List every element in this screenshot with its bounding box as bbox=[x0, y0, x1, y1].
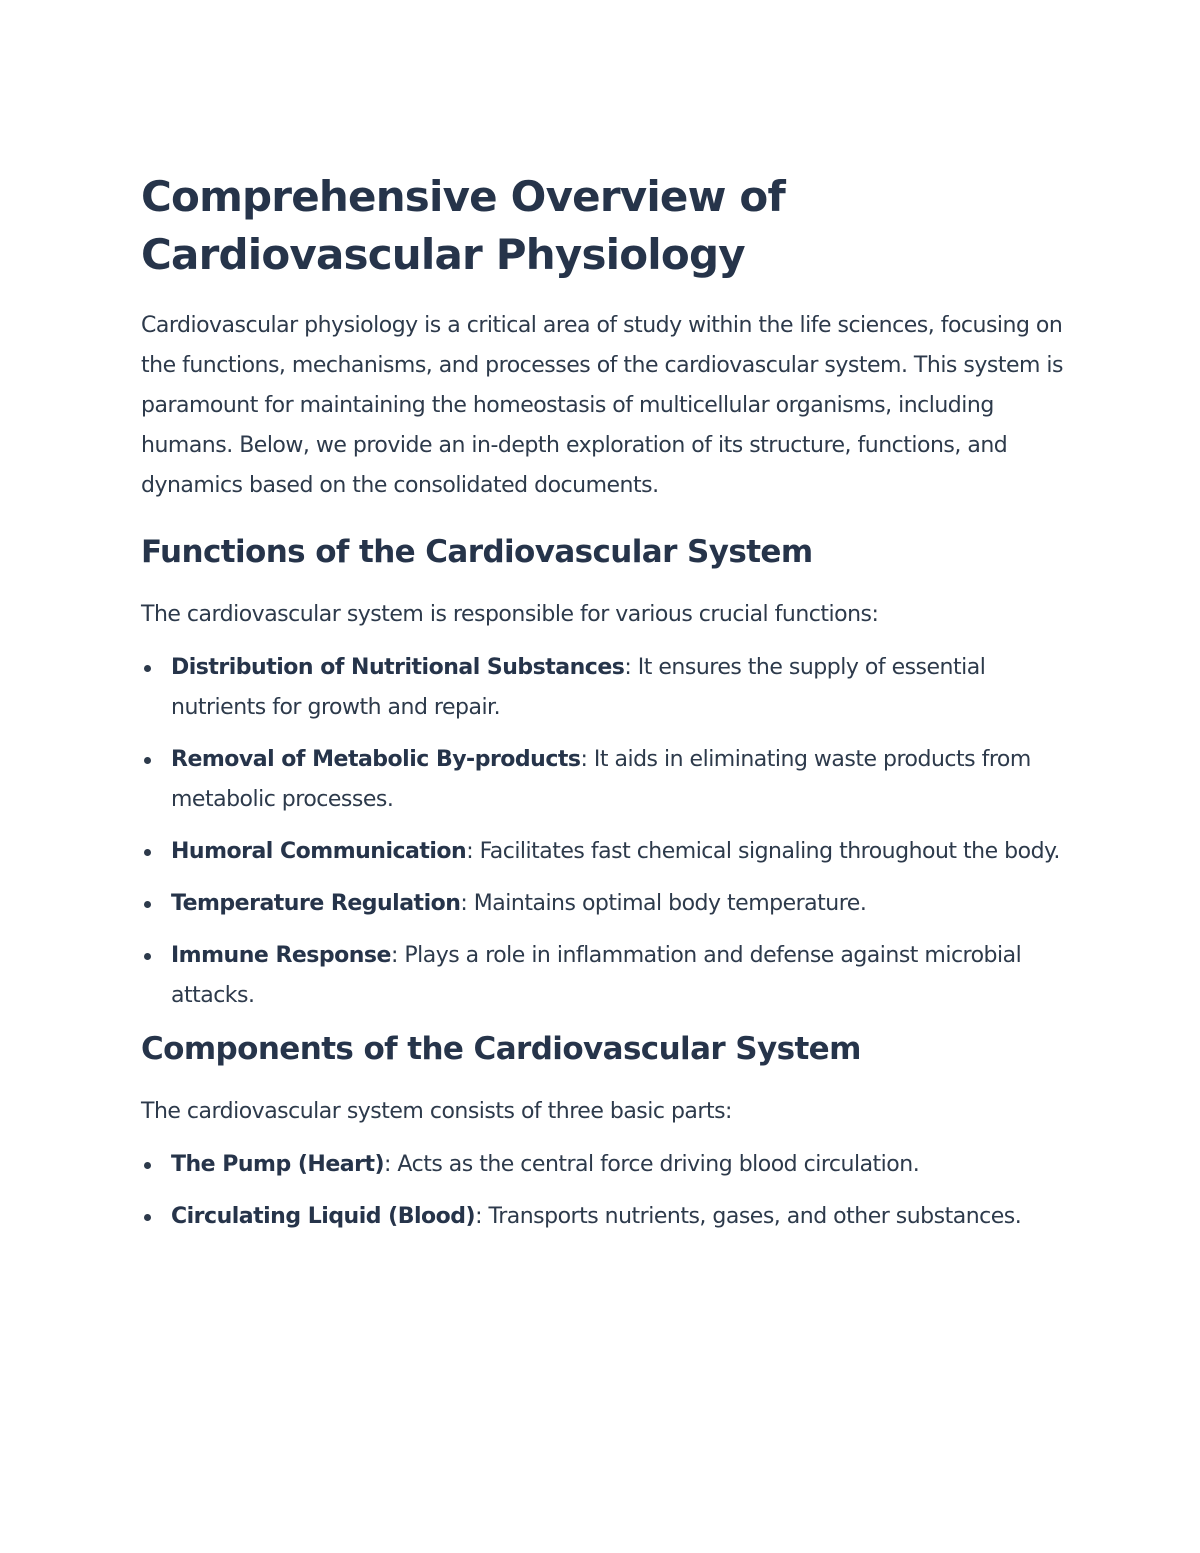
section-components bbox=[141, 1028, 1071, 1237]
bullet-icon bbox=[144, 665, 151, 672]
list-item-term: Immune Response bbox=[171, 943, 391, 968]
list-item-term: The Pump (Heart) bbox=[171, 1152, 385, 1177]
bullet-icon bbox=[144, 849, 151, 856]
list-item-desc: : Maintains optimal body temperature. bbox=[460, 891, 867, 916]
list-item-term: Removal of Metabolic By-products bbox=[171, 747, 581, 772]
section-lead: The cardiovascular system is responsible for various crucial functions: bbox=[141, 602, 879, 627]
bullet-icon bbox=[144, 1162, 151, 1169]
list-item bbox=[141, 936, 1071, 1016]
list-item bbox=[141, 1145, 1071, 1185]
list-item-desc: : Transports nutrients, gases, and other substances. bbox=[475, 1204, 1022, 1229]
list-item-term: Humoral Communication bbox=[171, 839, 467, 864]
list-item-desc: : Plays a role in inflammation and defense against microbial attacks. bbox=[171, 943, 1022, 1008]
list-item bbox=[141, 1197, 1071, 1237]
intro-paragraph: Cardiovascular physiology is a critical area of study within the life sciences, focusing on the functions, mechanisms, and processes of the cardiovascular system. This system is paramount for maintaining the homeostasis of multicellular organisms, including humans. Below, we provide an in-depth exploration of its structure, functions, and dynamics based on the consolidated documents. bbox=[141, 313, 1063, 498]
components-list bbox=[141, 1145, 1071, 1237]
section-heading: Functions of the Cardiovascular System bbox=[141, 534, 813, 570]
bullet-icon bbox=[144, 757, 151, 764]
list-item-desc: : Facilitates fast chemical signaling throughout the body. bbox=[466, 839, 1060, 864]
bullet-icon bbox=[144, 901, 151, 908]
list-item-term: Distribution of Nutritional Substances bbox=[171, 655, 625, 680]
document-page bbox=[141, 168, 1071, 1249]
list-item bbox=[141, 884, 1071, 924]
list-item bbox=[141, 832, 1071, 872]
list-item bbox=[141, 740, 1071, 820]
list-item bbox=[141, 648, 1071, 728]
list-item-term: Temperature Regulation bbox=[171, 891, 461, 916]
list-item-desc: : It ensures the supply of essential nutrients for growth and repair. bbox=[171, 655, 986, 720]
list-item-desc: : It aids in eliminating waste products from metabolic processes. bbox=[171, 747, 1031, 812]
bullet-icon bbox=[144, 1214, 151, 1221]
bullet-icon bbox=[144, 953, 151, 960]
functions-list bbox=[141, 648, 1071, 1016]
list-item-desc: : Acts as the central force driving blood circulation. bbox=[384, 1152, 920, 1177]
section-lead: The cardiovascular system consists of three basic parts: bbox=[141, 1099, 732, 1124]
section-functions bbox=[141, 531, 1071, 1016]
list-item-term: Circulating Liquid (Blood) bbox=[171, 1204, 476, 1229]
page-title: Comprehensive Overview of Cardiovascular Physiology bbox=[141, 172, 785, 279]
section-heading: Components of the Cardiovascular System bbox=[141, 1031, 861, 1067]
